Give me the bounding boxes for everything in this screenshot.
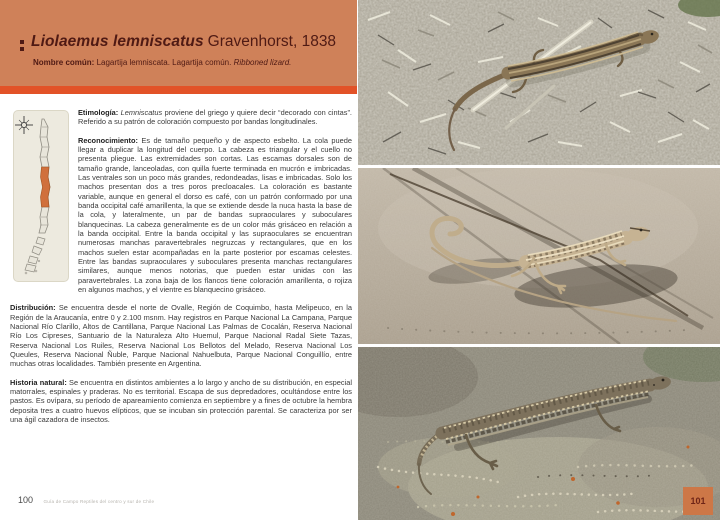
left-page-number: 100 xyxy=(18,495,34,505)
photo2-illustration xyxy=(358,168,720,344)
common-names-line xyxy=(33,58,291,67)
right-page-number-tab xyxy=(683,487,713,515)
book-title: Guía de Campo Reptiles del centro y sur de Chile xyxy=(43,499,155,504)
common-name-english: Ribboned lizard. xyxy=(233,58,292,67)
species-scientific-name: Liolaemus lemniscatus xyxy=(31,33,204,50)
photo-lizard-on-sandy-rock xyxy=(358,168,720,344)
chile-map-illustration xyxy=(14,111,68,281)
left-page xyxy=(0,0,357,520)
species-author: Gravenhorst, 1838 xyxy=(207,33,337,50)
common-names: Lagartija lemniscata. Lagartija común. xyxy=(96,58,232,67)
reconocimiento-label: Reconocimiento: xyxy=(78,135,138,145)
distribucion-label: Distribución: xyxy=(10,303,56,313)
etimologia-label: Etimología: xyxy=(78,108,119,117)
species-bullet-icon xyxy=(20,40,24,51)
etimologia-text: proviene del griego y quiere decir “decorado con cintas”. Referido a su patrón de coloración compuesto por bandas longitudinales. xyxy=(78,108,352,127)
left-page-footer xyxy=(18,490,154,508)
distribucion-text: Se encuentra desde el norte de Ovalle, Región de Coquimbo, hasta Melipeuco, en la Región de la Araucanía, entre 0 y 2.100 msnm. Hay registros en Parque Nacional La Campana, Parque Nacional Río Clarillo, Altos de Cantillana, Parque Nacional Las Palmas de Cocalán, Reserva Nacional Río Los Cipreses, Santuario de la Naturaleza Alto Huemul, Parque Nacional Radal Siete Tazas, Reserva Nacional Los Ruiles, Reserva Nacional Los Bellotos del Melado, Reserva Nacional Los Queules, Reserva Nacional Ñuble, Parque Nacional Nahuelbuta, Parque Nacional Conguillío, entre muchas otras localidades. También presente en Argentina. xyxy=(10,303,352,369)
reconocimiento-text: Es de tamaño pequeño y de aspecto esbelto. La cola puede llegar a duplicar la longitud del cuerpo. La cabeza es triangular y el cuello no presenta pliegue. Las extremidades son cortas. Las escamas dorsales son de tamaño grande, lanceoladas, con quilla fuerte terminada en mucrón e imbricadas. Las ventrales son un poco más grandes, redondeadas, lisas e imbricadas. Solo los machos presentan dos a tres poros precloacales. La coloración es bastante variable, aunque en general el dorso es café, con un patrón conformado por una banda occipital café amarillenta, la que se extiende desde la nuca hasta la base de la cola, y lateralmente, un par de bandas supraoculares y suboculares blanquecinas. La cabeza generalmente es de un color más grisáceo en relación a la banda occipital. Entre la banda occipital y las supraoculares se encuentran numerosas manchas paravertebrales negruzcas y rectangulares, que en los machos suelen estar acompañadas en la parte posterior por escamas celestes. Entre las bandas supraoculares y suboculares presenta manchas rectangulares similares, aunque menos notorias, que pueden estar unidas con las paravertebrales. La zona baja de los flancos tiene coloración amarillenta, o rojiza en algunos machos, y el vientre es blanquecino grisáceo. xyxy=(78,135,352,294)
distribution-highlight xyxy=(41,167,51,207)
section-historia-natural xyxy=(10,378,352,425)
section-distribucion xyxy=(10,303,352,368)
photo-lizard-on-dry-scrub xyxy=(358,0,720,165)
patagonia-archipelago xyxy=(25,237,45,272)
right-page-photo-column xyxy=(358,0,720,520)
photo-lizard-on-lichen-rock xyxy=(358,347,720,520)
right-page-number: 101 xyxy=(690,496,706,506)
etimologia-species-word: Lemniscatus xyxy=(120,108,163,117)
accent-stripe xyxy=(0,86,357,94)
compass-rose-icon xyxy=(15,116,33,134)
common-name-label: Nombre común: xyxy=(33,58,95,67)
species-header xyxy=(0,0,357,86)
chile-distribution-map xyxy=(13,110,69,282)
photo1-illustration xyxy=(358,0,720,165)
historia-natural-text: Se encuentra en distintos ambientes a lo largo y ancho de su distribución, en especial matorrales, espinales y praderas. No es territorial. Escapa de sus depredadores, ocultándose entre los pastos. Es ovípara, su período de apareamiento comienza en septiembre y a fines de octubre la hembra deposita tres a cuatro huevos elípticos, que se incuban sin protección parental. Se caracteriza por ser una ágil cazadora de insectos. xyxy=(10,377,352,424)
species-account-text xyxy=(10,108,352,433)
species-title xyxy=(20,33,336,51)
historia-natural-label: Historia natural: xyxy=(10,377,67,387)
photo3-illustration xyxy=(358,347,720,520)
